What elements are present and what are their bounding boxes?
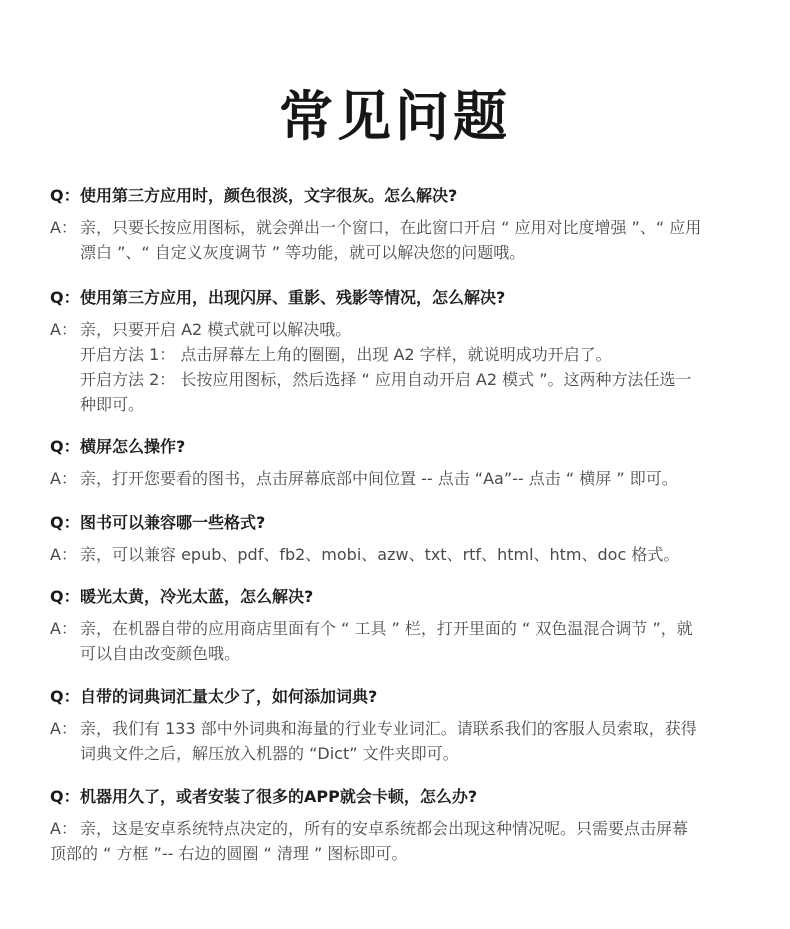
answer-line: 种即可。	[80, 395, 145, 414]
answer-line: 开启方法 1： 点击屏幕左上角的圈圈，出现 A2 字样，就说明成功开启了。	[80, 345, 612, 364]
faq-answer	[50, 215, 750, 265]
question-text: 横屏怎么操作?	[80, 437, 186, 456]
faq-answer	[50, 317, 750, 417]
faq-item	[50, 512, 750, 567]
answer-line: 开启方法 2： 长按应用图标，然后选择 “ 应用自动开启 A2 模式 ”。这两种方法任选一	[80, 370, 692, 389]
answer-line: 亲，在机器自带的应用商店里面有个 “ 工具 ” 栏，打开里面的 “ 双色温混合调节 ”，就	[80, 619, 693, 638]
answer-tag: A：	[50, 218, 77, 237]
faq-question	[50, 686, 750, 708]
answer-line: 可以自由改变颜色哦。	[80, 644, 241, 663]
faq-answer	[50, 716, 750, 766]
answer-line-with-tag	[50, 816, 750, 841]
answer-tag: A：	[50, 619, 77, 638]
faq-answer	[50, 542, 750, 567]
faq-answer	[50, 466, 750, 491]
answer-line: 亲，只要开启 A2 模式就可以解决哦。	[80, 320, 352, 339]
faq-question	[50, 287, 750, 309]
question-text: 机器用久了，或者安装了很多的APP就会卡顿，怎么办?	[80, 787, 478, 806]
answer-tag: A：	[50, 320, 77, 339]
question-text: 图书可以兼容哪一些格式?	[80, 513, 266, 532]
question-tag: Q：	[50, 587, 80, 606]
faq-item	[50, 786, 750, 866]
question-text: 暖光太黄，冷光太蓝，怎么解决?	[80, 587, 314, 606]
faq-item	[50, 586, 750, 666]
question-text: 使用第三方应用，出现闪屏、重影、残影等情况，怎么解决?	[80, 288, 506, 307]
faq-item	[50, 185, 750, 265]
question-text: 使用第三方应用时，颜色很淡，文字很灰。怎么解决?	[80, 186, 458, 205]
answer-line: 亲，这是安卓系统特点决定的，所有的安卓系统都会出现这种情况呢。只需要点击屏幕	[80, 819, 689, 838]
question-text: 自带的词典词汇量太少了，如何添加词典?	[80, 687, 378, 706]
answer-tag: A：	[50, 469, 77, 488]
faq-question	[50, 786, 750, 808]
faq-question	[50, 436, 750, 458]
faq-item	[50, 686, 750, 766]
answer-line: 亲，只要长按应用图标，就会弹出一个窗口，在此窗口开启 “ 应用对比度增强 ”、“ 应用	[80, 218, 702, 237]
question-tag: Q：	[50, 288, 80, 307]
answer-tag: A：	[50, 719, 77, 738]
faq-item	[50, 287, 750, 417]
faq-answer	[50, 616, 750, 666]
faq-answer	[50, 816, 750, 866]
question-tag: Q：	[50, 437, 80, 456]
faq-question	[50, 185, 750, 207]
answer-line: 亲，可以兼容 epub、pdf、fb2、mobi、azw、txt、rtf、html、htm、doc 格式。	[80, 545, 680, 564]
faq-item	[50, 436, 750, 491]
faq-question	[50, 512, 750, 534]
page-title: 常见问题	[279, 85, 511, 148]
question-tag: Q：	[50, 687, 80, 706]
answer-line: 亲，我们有 133 部中外词典和海量的行业专业词汇。请联系我们的客服人员索取，获得	[80, 719, 697, 738]
answer-line: 词典文件之后，解压放入机器的 “Dict” 文件夹即可。	[80, 744, 459, 763]
answer-line: 漂白 ”、“ 自定义灰度调节 ” 等功能，就可以解决您的问题哦。	[80, 243, 526, 262]
answer-tag: A：	[50, 545, 77, 564]
answer-line: 顶部的 “ 方框 ”-- 右边的圆圈 “ 清理 ” 图标即可。	[50, 844, 408, 863]
answer-line: 亲，打开您要看的图书，点击屏幕底部中间位置 -- 点击 “Aa”-- 点击 “ 横屏 ” 即可。	[80, 469, 678, 488]
answer-tag: A：	[50, 819, 77, 838]
question-tag: Q：	[50, 186, 80, 205]
faq-question	[50, 586, 750, 608]
question-tag: Q：	[50, 513, 80, 532]
question-tag: Q：	[50, 787, 80, 806]
